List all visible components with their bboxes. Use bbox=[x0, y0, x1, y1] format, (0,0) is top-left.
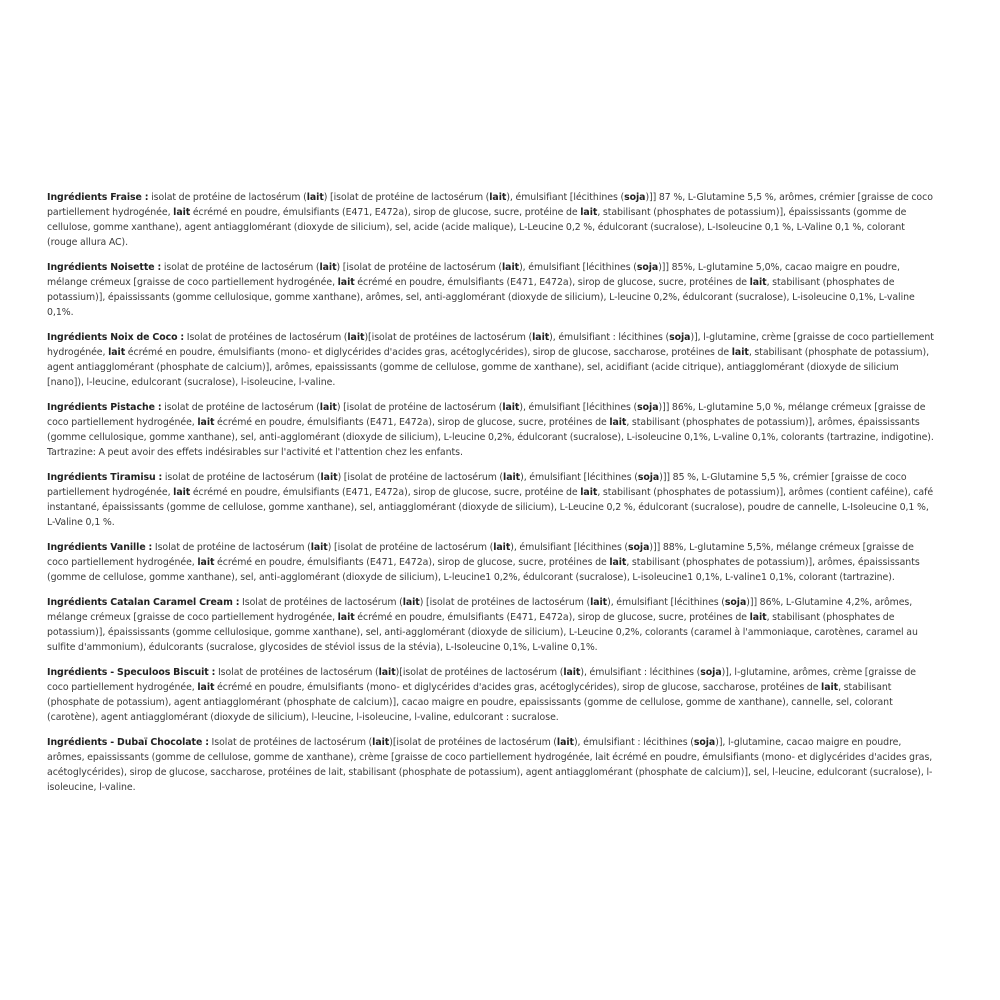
ingredients-paragraph-vanille bbox=[47, 540, 937, 585]
allergen-text: soja bbox=[700, 667, 722, 678]
ingredients-text: )]] 87 %, L-Glutamine 5,5 %, arômes, crémier [graisse de coco partiellement hydrogénée, bbox=[47, 192, 933, 218]
allergen-text: lait bbox=[372, 737, 390, 748]
allergen-text: lait bbox=[609, 557, 627, 568]
ingredients-text: écrémé en poudre, émulsifiants (E471, E472a), sirop de glucose, sucre, protéines de bbox=[354, 277, 750, 288]
ingredients-text: isolat de protéine de lactosérum ( bbox=[148, 192, 307, 203]
ingredients-heading: Ingrédients Noix de Coco : bbox=[47, 332, 185, 343]
ingredients-heading: Ingrédients Pistache : bbox=[47, 402, 162, 413]
allergen-text: lait bbox=[347, 332, 365, 343]
allergen-text: lait bbox=[563, 667, 581, 678]
ingredients-text: ), émulsifiant : lécithines ( bbox=[580, 667, 701, 678]
allergen-text: lait bbox=[489, 192, 507, 203]
ingredients-text: Isolat de protéines de lactosérum ( bbox=[208, 737, 373, 748]
ingredients-heading: Ingrédients Fraise : bbox=[47, 192, 149, 203]
ingredients-text: , stabilisant (phosphate de potassium), agent antiagglomérant (phosphate de calcium)], arômes, epaississants (gomme de cellulose, gomme de xanthane), sel, acidifiant (acide citrique), antiagglomérant (dioxyde de silicium [nano]), l-leucine, edulcorant (sucralose), l-isoleucine, l-valine. bbox=[47, 347, 930, 388]
ingredients-heading: Ingrédients Tiramisu : bbox=[47, 472, 163, 483]
ingredients-paragraph-fraise bbox=[47, 190, 937, 250]
ingredients-text: écrémé en poudre, émulsifiants (E471, E472a), sirop de glucose, sucre, protéines de bbox=[354, 612, 750, 623]
ingredients-text: , stabilisant (phosphates de potassium)], arômes (contient caféine), café instantané, épaississants (gomme de cellulose, gomme xanthane), sel, antiagglomérant (dioxyde de silicium), L-Leucine 0,2 %, édulcorant (sucralose), poudre de cannelle, L-Isoleucine 0,1 %, L-Valine 0,1 %. bbox=[47, 487, 934, 528]
allergen-text: lait bbox=[197, 682, 215, 693]
ingredients-text: )]] 88%, L-glutamine 5,5%, mélange crémeux [graisse de coco partiellement hydrogénée, bbox=[47, 542, 914, 568]
allergen-text: lait bbox=[173, 207, 191, 218]
allergen-text: lait bbox=[749, 277, 767, 288]
ingredients-text: )], l-glutamine, arômes, crème [graisse de coco partiellement hydrogénée, bbox=[47, 667, 917, 693]
ingredients-text: ) [isolat de protéine de lactosérum ( bbox=[323, 192, 490, 203]
ingredients-text: )[isolat de protéines de lactosérum ( bbox=[395, 667, 564, 678]
ingredients-text: ), émulsifiant [lécithines ( bbox=[519, 402, 638, 413]
allergen-text: lait bbox=[108, 347, 126, 358]
ingredients-text: ), émulsifiant [lécithines ( bbox=[510, 542, 629, 553]
allergen-text: lait bbox=[749, 612, 767, 623]
allergen-text: lait bbox=[493, 542, 511, 553]
ingredients-text: ) [isolat de protéine de lactosérum ( bbox=[336, 262, 503, 273]
ingredients-text: )], l-glutamine, cacao maigre en poudre, arômes, epaississants (gomme de cellulose, gomme de xanthane), crème [graisse de coco partiellement hydrogénée, lait écrémé en poudre, émulsifiants (mono- et diglycérides d'acides gras, acétoglycérides), sirop de glucose, saccharose, protéines de lait, stabilisant (phosphate de potassium), agent antiagglomérant (phosphate de calcium)], sel, l-leucine, edulcorant (sucralose), l-isoleucine, l-valine. bbox=[47, 737, 933, 793]
ingredients-text: , stabilisant (phosphates de potassium)], épaississants (gomme de cellulose, gomme xanthane), agent antiagglomérant (dioxyde de silicium), sel, acide (acide malique), L-Leucine 0,2 %, édulcorant (sucralose), L-Isoleucine 0,1 %, L-Valine 0,1 %, colorant (rouge allura AC). bbox=[47, 207, 907, 248]
allergen-text: soja bbox=[637, 472, 660, 483]
allergen-text: soja bbox=[724, 597, 747, 608]
ingredients-paragraph-pistache bbox=[47, 400, 937, 460]
ingredients-text: , stabilisant (phosphate de potassium), agent antiagglomérant (phosphate de calcium)], cacao maigre en poudre, epaississants (gomme de cellulose, gomme de xanthane), cannelle, sel, colorant (carotène), agent antiagglomérant (dioxyde de silicium), l-leucine, l-isoleucine, l-valine, edulcorant : sucralose. bbox=[47, 682, 893, 723]
ingredients-text: )[isolat de protéines de lactosérum ( bbox=[389, 737, 557, 748]
allergen-text: soja bbox=[636, 262, 659, 273]
allergen-text: lait bbox=[319, 262, 337, 273]
ingredients-text: isolat de protéine de lactosérum ( bbox=[161, 262, 320, 273]
ingredients-paragraph-noisette bbox=[47, 260, 937, 320]
allergen-text: lait bbox=[197, 417, 215, 428]
allergen-text: soja bbox=[628, 542, 650, 553]
allergen-text: lait bbox=[310, 542, 328, 553]
ingredients-heading: Ingrédients Vanille : bbox=[47, 542, 153, 553]
ingredients-text: , stabilisant (phosphates de potassium)], arômes, épaississants (gomme cellulosique, gomme xanthane), sel, anti-agglomérant (dioxyde de silicium), L-leucine 0,2%, édulcorant (sucralose), L-isoleucine 0,1%, L-valine 0,1%, colorants (tartrazine, indigotine). Tartrazine: A peut avoir des effets indésirables sur l'activité et l'attention chez les enfants. bbox=[47, 417, 934, 458]
ingredients-text: , stabilisant (phosphates de potassium)], arômes, épaississants (gomme de cellulose, gomme xanthane), sel, anti-agglomérant (dioxyde de silicium), L-leucine1 0,2%, édulcorant (sucralose), L-isoleucine1 0,1%, L-valine1 0,1%, colorant (tartrazine). bbox=[47, 557, 920, 583]
allergen-text: lait bbox=[173, 487, 191, 498]
ingredients-text: , stabilisant (phosphates de potassium)], épaississants (gomme cellulosique, gomme xanthane), sel, anti-agglomérant (dioxyde de silicium), L-Leucine 0,2%, colorants (caramel à l'ammoniaque, carotènes, caramel au sulfite d'ammonium), édulcorants (sucralose, glycosides de stéviol issus de la stévia), L-Isoleucine 0,1%, L-valine 0,1%. bbox=[47, 612, 918, 653]
ingredients-text: Isolat de protéines de lactosérum ( bbox=[239, 597, 403, 608]
ingredients-text: Isolat de protéines de lactosérum ( bbox=[215, 667, 379, 678]
ingredients-heading: Ingrédients - Speculoos Biscuit : bbox=[47, 667, 216, 678]
allergen-text: lait bbox=[320, 472, 338, 483]
allergen-text: soja bbox=[624, 192, 646, 203]
ingredients-text: Isolat de protéine de lactosérum ( bbox=[152, 542, 311, 553]
ingredients-paragraph-dubai-chocolate bbox=[47, 735, 937, 795]
ingredients-text: ) [isolat de protéines de lactosérum ( bbox=[419, 597, 591, 608]
ingredients-text: ), émulsifiant : lécithines ( bbox=[549, 332, 670, 343]
ingredients-text: écrémé en poudre, émulsifiants (E471, E472a), sirop de glucose, sucre, protéines de bbox=[214, 417, 610, 428]
allergen-text: soja bbox=[693, 737, 716, 748]
allergen-text: lait bbox=[502, 262, 520, 273]
ingredients-text: ) [isolat de protéine de lactosérum ( bbox=[327, 542, 494, 553]
ingredients-document bbox=[47, 190, 937, 805]
allergen-text: soja bbox=[669, 332, 691, 343]
allergen-text: lait bbox=[580, 487, 598, 498]
ingredients-text: )]] 86%, L-Glutamine 4,2%, arômes, mélange crémeux [graisse de coco partiellement hydrogénée, bbox=[47, 597, 913, 623]
ingredients-heading: Ingrédients Noisette : bbox=[47, 262, 162, 273]
ingredients-text: Isolat de protéines de lactosérum ( bbox=[184, 332, 348, 343]
ingredients-text: , stabilisant (phosphates de potassium)], épaississants (gomme cellulosique, gomme xanthane), arômes, sel, anti-agglomérant (dioxyde de silicium), L-leucine 0,2%, édulcorant (sucralose), L-isoleucine 0,1%, L-valine 0,1%. bbox=[47, 277, 915, 318]
ingredients-text: écrémé en poudre, émulsifiants (mono- et diglycérides d'acides gras, acétoglycérides), sirop de glucose, saccharose, protéines de bbox=[214, 682, 822, 693]
ingredients-heading: Ingrédients Catalan Caramel Cream : bbox=[47, 597, 240, 608]
ingredients-text: )[isolat de protéines de lactosérum ( bbox=[364, 332, 533, 343]
ingredients-text: ), émulsifiant [lécithines ( bbox=[519, 262, 637, 273]
allergen-text: lait bbox=[378, 667, 396, 678]
allergen-text: lait bbox=[337, 277, 355, 288]
ingredients-heading: Ingrédients - Dubaï Chocolate : bbox=[47, 737, 209, 748]
ingredients-text: ), émulsifiant [lécithines ( bbox=[520, 472, 638, 483]
ingredients-text: écrémé en poudre, émulsifiants (E471, E472a), sirop de glucose, sucre, protéine de bbox=[190, 487, 581, 498]
allergen-text: soja bbox=[637, 402, 659, 413]
allergen-text: lait bbox=[609, 417, 627, 428]
allergen-text: lait bbox=[306, 192, 324, 203]
ingredients-text: isolat de protéine de lactosérum ( bbox=[161, 402, 320, 413]
ingredients-text: isolat de protéine de lactosérum ( bbox=[162, 472, 321, 483]
allergen-text: lait bbox=[580, 207, 598, 218]
allergen-text: lait bbox=[503, 472, 521, 483]
allergen-text: lait bbox=[319, 402, 337, 413]
ingredients-text: )]] 85 %, L-Glutamine 5,5 %, crémier [graisse de coco partiellement hydrogénée, bbox=[47, 472, 907, 498]
ingredients-text: ), émulsifiant [lécithines ( bbox=[607, 597, 725, 608]
ingredients-paragraph-speculoos-biscuit bbox=[47, 665, 937, 725]
allergen-text: lait bbox=[502, 402, 520, 413]
ingredients-paragraph-tiramisu bbox=[47, 470, 937, 530]
ingredients-text: ) [isolat de protéine de lactosérum ( bbox=[336, 402, 503, 413]
ingredients-text: écrémé en poudre, émulsifiants (mono- et diglycérides d'acides gras, acétoglycérides), sirop de glucose, saccharose, protéines de bbox=[125, 347, 732, 358]
ingredients-text: )]] 85%, L-glutamine 5,0%, cacao maigre en poudre, mélange crémeux [graisse de coco partiellement hydrogénée, bbox=[47, 262, 900, 288]
allergen-text: lait bbox=[402, 597, 420, 608]
allergen-text: lait bbox=[556, 737, 574, 748]
ingredients-paragraph-catalan-caramel-cream bbox=[47, 595, 937, 655]
ingredients-text: ), émulsifiant [lécithines ( bbox=[506, 192, 625, 203]
ingredients-text: )], l-glutamine, crème [graisse de coco partiellement hydrogénée, bbox=[47, 332, 934, 358]
ingredients-text: ), émulsifiant : lécithines ( bbox=[573, 737, 694, 748]
allergen-text: lait bbox=[821, 682, 839, 693]
allergen-text: lait bbox=[337, 612, 355, 623]
ingredients-text: écrémé en poudre, émulsifiants (E471, E472a), sirop de glucose, sucre, protéines de bbox=[214, 557, 610, 568]
ingredients-text: écrémé en poudre, émulsifiants (E471, E472a), sirop de glucose, sucre, protéine de bbox=[190, 207, 581, 218]
ingredients-text: ) [isolat de protéine de lactosérum ( bbox=[337, 472, 504, 483]
ingredients-paragraph-noix-de-coco bbox=[47, 330, 937, 390]
allergen-text: lait bbox=[197, 557, 215, 568]
allergen-text: lait bbox=[731, 347, 749, 358]
ingredients-text: )]] 86%, L-glutamine 5,0 %, mélange crémeux [graisse de coco partiellement hydrogénée, bbox=[47, 402, 926, 428]
allergen-text: lait bbox=[532, 332, 550, 343]
allergen-text: lait bbox=[590, 597, 608, 608]
